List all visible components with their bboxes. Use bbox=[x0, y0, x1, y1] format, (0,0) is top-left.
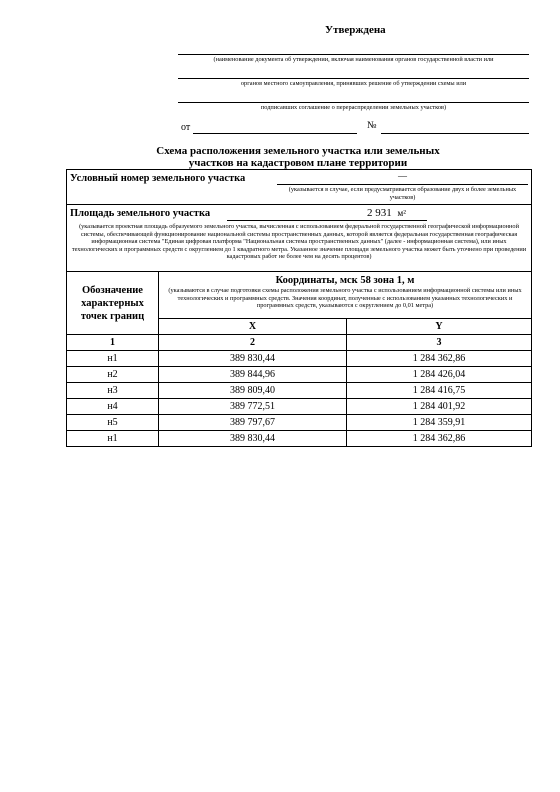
point-y: 1 284 416,75 bbox=[347, 383, 532, 399]
number-label: № bbox=[367, 120, 377, 131]
area-note: (указывается проектная площадь образуемого земельного участка, вычисленная с использованием федеральной государственной географической информационной системы, обеспечивающей функционирование национальной системы пространственных данных, которой является федеральная государственная географическая информационная система "Единая цифровая платформа "Национальная система пространственных данных" (далее - информационная система), или иных технологических и программных средств с округлением до 1 квадратного метра. Указанное значение площади земельного участка может быть уточнено при проведении кадастровых работ не более чем на десять процентов) bbox=[71, 223, 527, 261]
point-name: н1 bbox=[67, 351, 159, 367]
number-line bbox=[381, 133, 529, 134]
area-underline bbox=[227, 220, 427, 221]
area-label: Площадь земельного участка bbox=[70, 208, 211, 219]
approval-line-2 bbox=[178, 78, 529, 79]
approval-caption-3: подписавших соглашение о перераспределении земельных участков) bbox=[260, 104, 447, 111]
column-number-3: 3 bbox=[347, 335, 532, 351]
column-number-2: 2 bbox=[159, 335, 347, 351]
date-label: от bbox=[181, 122, 191, 133]
point-name: н2 bbox=[67, 367, 159, 383]
point-y: 1 284 401,92 bbox=[347, 399, 532, 415]
point-name: н1 bbox=[67, 431, 159, 447]
table-row bbox=[67, 351, 532, 367]
points-label: Обозначение характерных точек границ bbox=[80, 284, 145, 322]
conditional-number-row bbox=[67, 170, 532, 205]
table-row bbox=[67, 431, 532, 447]
column-number-row bbox=[67, 335, 532, 351]
point-y: 1 284 362,86 bbox=[347, 431, 532, 447]
points-label-cell bbox=[67, 272, 159, 335]
point-x: 389 830,44 bbox=[159, 431, 347, 447]
approval-caption-2: органов местного самоуправления, принявших решение об утверждении схемы или bbox=[240, 80, 467, 87]
scheme-title-line-2: участков на кадастровом плане территории bbox=[188, 157, 408, 169]
point-name: н3 bbox=[67, 383, 159, 399]
table-row bbox=[67, 415, 532, 431]
area-value-group bbox=[367, 207, 406, 219]
approval-line-3 bbox=[178, 102, 529, 103]
coords-note: (указываются в случае подготовки схемы расположения земельного участка с использованием информационной системы или иных технологических и программных средств. Значения координат, полученные с использованием указанных технологических и программных средств, указываются с округлением до 0,01 метра) bbox=[168, 287, 522, 310]
table-row bbox=[67, 383, 532, 399]
table-row bbox=[67, 367, 532, 383]
point-x: 389 830,44 bbox=[159, 351, 347, 367]
area-unit: м² bbox=[397, 208, 406, 218]
x-header: X bbox=[159, 319, 347, 335]
point-y: 1 284 362,86 bbox=[347, 351, 532, 367]
y-header: Y bbox=[347, 319, 532, 335]
point-name: н4 bbox=[67, 399, 159, 415]
point-y: 1 284 426,04 bbox=[347, 367, 532, 383]
approval-line-1 bbox=[178, 54, 529, 55]
point-name: н5 bbox=[67, 415, 159, 431]
coords-title-cell bbox=[159, 272, 532, 319]
date-line bbox=[193, 133, 357, 134]
area-value: 2 931 bbox=[367, 207, 392, 219]
point-x: 389 772,51 bbox=[159, 399, 347, 415]
scheme-title bbox=[66, 145, 530, 169]
area-cell bbox=[67, 205, 532, 272]
scheme-table bbox=[66, 169, 532, 447]
point-x: 389 797,67 bbox=[159, 415, 347, 431]
approval-caption-1: (наименование документа об утверждении, включая наименования органов государственной власти или bbox=[213, 56, 494, 63]
coords-title: Координаты, мск 58 зона 1, м bbox=[275, 275, 415, 286]
point-x: 389 809,40 bbox=[159, 383, 347, 399]
conditional-number-note: (указывается в случае, если предусматривается образование двух и более земельных участков) bbox=[288, 186, 517, 201]
conditional-number-value: — bbox=[398, 171, 407, 181]
column-number-1: 1 bbox=[67, 335, 159, 351]
conditional-number-underline bbox=[277, 184, 528, 185]
scheme-title-line-1: Схема расположения земельного участка или земельных bbox=[156, 145, 440, 157]
point-y: 1 284 359,91 bbox=[347, 415, 532, 431]
coords-header-row bbox=[67, 272, 532, 319]
point-x: 389 844,96 bbox=[159, 367, 347, 383]
conditional-number-label: Условный номер земельного участка bbox=[70, 173, 246, 184]
conditional-number-cell bbox=[67, 170, 532, 205]
table-row bbox=[67, 399, 532, 415]
area-row bbox=[67, 205, 532, 272]
approval-heading: Утверждена bbox=[325, 24, 386, 36]
